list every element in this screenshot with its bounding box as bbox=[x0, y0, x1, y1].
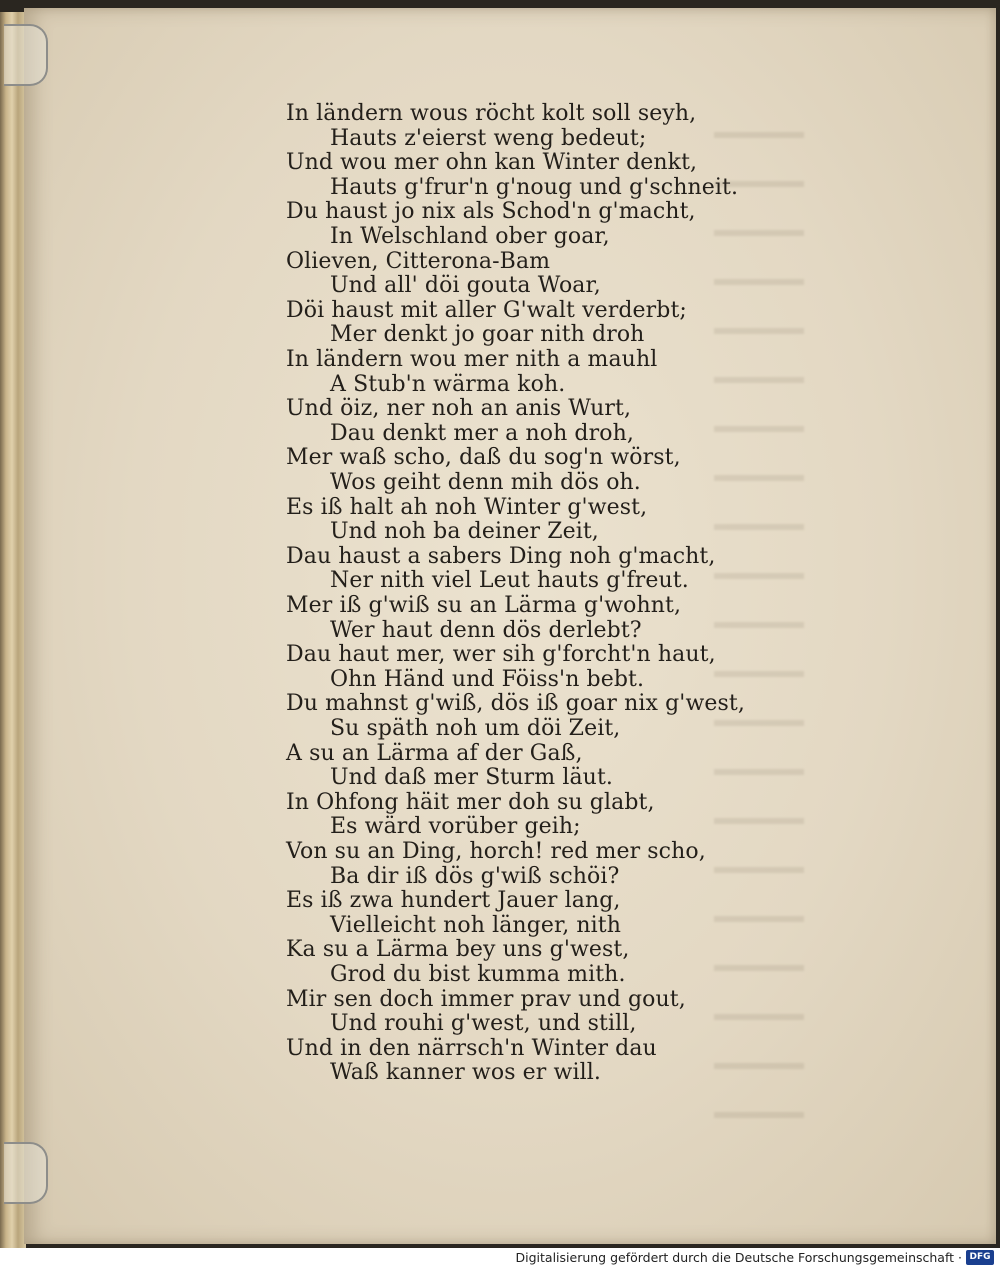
poem-line: Mer iß g'wiß su an Lärma g'wohnt, bbox=[286, 593, 682, 618]
poem-line-indented: Wer haut denn dös derlebt? bbox=[330, 617, 642, 643]
poem-line: Döi haust mit aller G'walt verderbt; bbox=[286, 297, 687, 323]
poem-line: In ländern wou mer nith a mauhl bbox=[286, 347, 658, 372]
poem-line-indented: Ba dir iß dös g'wiß schöi? bbox=[330, 863, 620, 889]
poem-line: Dau haut mer, wer sih g'forcht'n haut, bbox=[286, 642, 716, 668]
poem-line-indented: Vielleicht noh länger, nith bbox=[330, 912, 622, 938]
poem-line-indented: A Stub'n wärma koh. bbox=[330, 371, 566, 397]
poem-line-indented: Ohn Händ und Föiss'n bebt. bbox=[330, 666, 645, 692]
poem-line-indented: In Welschland ober goar, bbox=[330, 224, 610, 249]
poem-line: Und öiz, ner noh an anis Wurt, bbox=[286, 396, 632, 422]
poem-line: In Ohfong häit mer doh su glabt, bbox=[286, 789, 655, 815]
binding-clip-top bbox=[4, 24, 48, 86]
poem-line: Mir sen doch immer prav und gout, bbox=[286, 986, 686, 1012]
poem-line: Und in den närrsch'n Winter dau bbox=[286, 1035, 657, 1061]
poem-line: Olieven, Citterona-Bam bbox=[286, 248, 551, 274]
poem-line: Dau haust a sabers Ding noh g'macht, bbox=[286, 543, 716, 569]
poem-line-indented: Und daß mer Sturm läut. bbox=[330, 765, 613, 791]
poem-line: Von su an Ding, horch! red mer scho, bbox=[286, 839, 706, 864]
poem-line: Und wou mer ohn kan Winter denkt, bbox=[286, 150, 698, 176]
poem-line: In ländern wous röcht kolt soll seyh, bbox=[286, 101, 697, 126]
poem-line: Es iß zwa hundert Jauer lang, bbox=[286, 888, 621, 914]
poem-line-indented: Wos geiht denn mih dös oh. bbox=[330, 470, 641, 495]
dfg-logo: DFG bbox=[966, 1250, 994, 1265]
poem-line: Es iß halt ah noh Winter g'west, bbox=[286, 494, 648, 520]
poem-text bbox=[260, 102, 760, 1112]
poem-line: Du mahnst g'wiß, dös iß goar nix g'west, bbox=[286, 691, 745, 717]
poem-line-indented: Dau denkt mer a noh droh, bbox=[330, 420, 634, 446]
poem-line: Mer waß scho, daß du sog'n wörst, bbox=[286, 445, 681, 471]
poem-line-indented: Ner nith viel Leut hauts g'freut. bbox=[330, 568, 689, 594]
poem-line: A su an Lärma af der Gaß, bbox=[286, 740, 583, 766]
poem-line-indented: Hauts z'eierst weng bedeut; bbox=[330, 125, 647, 151]
poem-line: Du haust jo nix als Schod'n g'macht, bbox=[286, 199, 696, 225]
poem-line-indented: Su späth noh um döi Zeit, bbox=[330, 716, 621, 741]
binding-clip-bottom bbox=[4, 1142, 48, 1204]
poem-line-indented: Und rouhi g'west, und still, bbox=[330, 1011, 637, 1037]
footer-bar bbox=[0, 1248, 1000, 1268]
poem-line-indented: Und all' döi gouta Woar, bbox=[330, 273, 601, 299]
poem-line-indented: Mer denkt jo goar nith droh bbox=[330, 322, 645, 348]
poem-line: Ka su a Lärma bey uns g'west, bbox=[286, 937, 630, 963]
poem-line-indented: Waß kanner wos er will. bbox=[330, 1060, 601, 1086]
poem-line-indented: Grod du bist kumma mith. bbox=[330, 962, 626, 987]
poem-line-indented: Es wärd vorüber geih; bbox=[330, 814, 581, 840]
poem-line-indented: Hauts g'frur'n g'noug und g'schneit. bbox=[330, 174, 739, 200]
book-edge bbox=[0, 12, 26, 1248]
poem-line-indented: Und noh ba deiner Zeit, bbox=[330, 519, 599, 545]
funding-credit: Digitalisierung gefördert durch die Deutsche Forschungsgemeinschaft · bbox=[515, 1250, 962, 1265]
